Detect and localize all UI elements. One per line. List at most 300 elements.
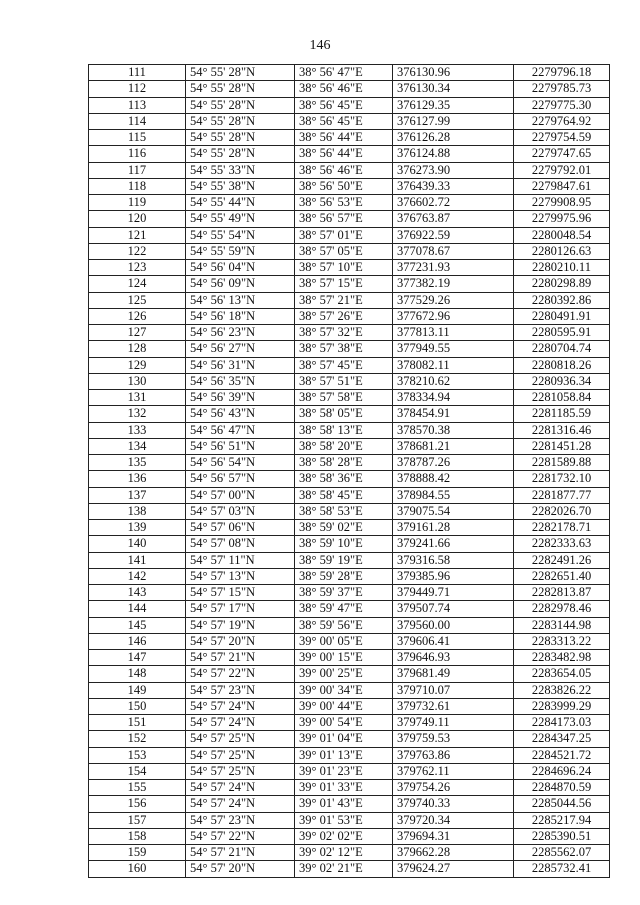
table-row — [89, 520, 610, 536]
longitude-cell: 38° 59' 10"E — [295, 536, 393, 552]
x-coordinate-cell: 377231.93 — [393, 260, 514, 276]
point-number-cell: 143 — [89, 585, 186, 601]
y-coordinate-cell: 2280126.63 — [514, 243, 610, 259]
point-number-cell: 159 — [89, 845, 186, 861]
x-coordinate-cell: 378984.55 — [393, 487, 514, 503]
point-number-cell: 151 — [89, 715, 186, 731]
point-number-cell: 131 — [89, 390, 186, 406]
table-row — [89, 162, 610, 178]
latitude-cell: 54° 55' 33"N — [186, 162, 295, 178]
table-row — [89, 698, 610, 714]
y-coordinate-cell: 2279792.01 — [514, 162, 610, 178]
longitude-cell: 39° 01' 33"E — [295, 780, 393, 796]
y-coordinate-cell: 2280491.91 — [514, 308, 610, 324]
longitude-cell: 38° 58' 13"E — [295, 422, 393, 438]
y-coordinate-cell: 2279908.95 — [514, 195, 610, 211]
x-coordinate-cell: 376602.72 — [393, 195, 514, 211]
y-coordinate-cell: 2281451.28 — [514, 438, 610, 454]
x-coordinate-cell: 379161.28 — [393, 520, 514, 536]
table-row — [89, 243, 610, 259]
point-number-cell: 160 — [89, 861, 186, 877]
x-coordinate-cell: 378334.94 — [393, 390, 514, 406]
latitude-cell: 54° 57' 11"N — [186, 552, 295, 568]
x-coordinate-cell: 376126.28 — [393, 130, 514, 146]
y-coordinate-cell: 2281185.59 — [514, 406, 610, 422]
table-row — [89, 373, 610, 389]
latitude-cell: 54° 57' 17"N — [186, 601, 295, 617]
y-coordinate-cell: 2279847.61 — [514, 178, 610, 194]
point-number-cell: 116 — [89, 146, 186, 162]
point-number-cell: 135 — [89, 455, 186, 471]
latitude-cell: 54° 56' 18"N — [186, 308, 295, 324]
table-row — [89, 406, 610, 422]
latitude-cell: 54° 57' 23"N — [186, 682, 295, 698]
latitude-cell: 54° 55' 28"N — [186, 97, 295, 113]
longitude-cell: 39° 00' 15"E — [295, 650, 393, 666]
x-coordinate-cell: 378210.62 — [393, 373, 514, 389]
latitude-cell: 54° 55' 44"N — [186, 195, 295, 211]
table-row — [89, 195, 610, 211]
point-number-cell: 128 — [89, 341, 186, 357]
coordinates-table — [88, 64, 610, 878]
x-coordinate-cell: 376763.87 — [393, 211, 514, 227]
latitude-cell: 54° 57' 03"N — [186, 503, 295, 519]
y-coordinate-cell: 2281732.10 — [514, 471, 610, 487]
longitude-cell: 39° 01' 53"E — [295, 812, 393, 828]
table-row — [89, 780, 610, 796]
longitude-cell: 38° 58' 53"E — [295, 503, 393, 519]
y-coordinate-cell: 2280704.74 — [514, 341, 610, 357]
point-number-cell: 127 — [89, 325, 186, 341]
longitude-cell: 38° 57' 26"E — [295, 308, 393, 324]
point-number-cell: 154 — [89, 763, 186, 779]
longitude-cell: 39° 00' 05"E — [295, 633, 393, 649]
longitude-cell: 38° 59' 19"E — [295, 552, 393, 568]
latitude-cell: 54° 55' 54"N — [186, 227, 295, 243]
x-coordinate-cell: 377529.26 — [393, 292, 514, 308]
longitude-cell: 38° 56' 57"E — [295, 211, 393, 227]
point-number-cell: 122 — [89, 243, 186, 259]
point-number-cell: 149 — [89, 682, 186, 698]
x-coordinate-cell: 379740.33 — [393, 796, 514, 812]
x-coordinate-cell: 379385.96 — [393, 568, 514, 584]
latitude-cell: 54° 56' 43"N — [186, 406, 295, 422]
longitude-cell: 39° 00' 25"E — [295, 666, 393, 682]
x-coordinate-cell: 379662.28 — [393, 845, 514, 861]
longitude-cell: 38° 56' 53"E — [295, 195, 393, 211]
point-number-cell: 134 — [89, 438, 186, 454]
x-coordinate-cell: 379449.71 — [393, 585, 514, 601]
point-number-cell: 123 — [89, 260, 186, 276]
latitude-cell: 54° 57' 24"N — [186, 796, 295, 812]
longitude-cell: 38° 59' 28"E — [295, 568, 393, 584]
longitude-cell: 38° 56' 44"E — [295, 146, 393, 162]
latitude-cell: 54° 57' 19"N — [186, 617, 295, 633]
y-coordinate-cell: 2282026.70 — [514, 503, 610, 519]
y-coordinate-cell: 2282333.63 — [514, 536, 610, 552]
latitude-cell: 54° 55' 49"N — [186, 211, 295, 227]
x-coordinate-cell: 379694.31 — [393, 828, 514, 844]
x-coordinate-cell: 379624.27 — [393, 861, 514, 877]
x-coordinate-cell: 378570.38 — [393, 422, 514, 438]
table-row — [89, 308, 610, 324]
table-row — [89, 227, 610, 243]
point-number-cell: 152 — [89, 731, 186, 747]
x-coordinate-cell: 376130.96 — [393, 65, 514, 81]
point-number-cell: 136 — [89, 471, 186, 487]
x-coordinate-cell: 376130.34 — [393, 81, 514, 97]
x-coordinate-cell: 379754.26 — [393, 780, 514, 796]
longitude-cell: 38° 57' 01"E — [295, 227, 393, 243]
latitude-cell: 54° 56' 51"N — [186, 438, 295, 454]
table-row — [89, 178, 610, 194]
longitude-cell: 39° 00' 34"E — [295, 682, 393, 698]
y-coordinate-cell: 2283999.29 — [514, 698, 610, 714]
x-coordinate-cell: 376439.33 — [393, 178, 514, 194]
longitude-cell: 38° 59' 02"E — [295, 520, 393, 536]
table-row — [89, 666, 610, 682]
y-coordinate-cell: 2282978.46 — [514, 601, 610, 617]
table-row — [89, 357, 610, 373]
y-coordinate-cell: 2279764.92 — [514, 113, 610, 129]
x-coordinate-cell: 379710.07 — [393, 682, 514, 698]
table-row — [89, 845, 610, 861]
y-coordinate-cell: 2280595.91 — [514, 325, 610, 341]
table-row — [89, 552, 610, 568]
x-coordinate-cell: 379720.34 — [393, 812, 514, 828]
longitude-cell: 38° 57' 58"E — [295, 390, 393, 406]
x-coordinate-cell: 379681.49 — [393, 666, 514, 682]
table-row — [89, 276, 610, 292]
x-coordinate-cell: 376124.88 — [393, 146, 514, 162]
latitude-cell: 54° 57' 22"N — [186, 828, 295, 844]
point-number-cell: 150 — [89, 698, 186, 714]
y-coordinate-cell: 2285217.94 — [514, 812, 610, 828]
x-coordinate-cell: 378888.42 — [393, 471, 514, 487]
x-coordinate-cell: 377813.11 — [393, 325, 514, 341]
point-number-cell: 118 — [89, 178, 186, 194]
longitude-cell: 38° 56' 50"E — [295, 178, 393, 194]
y-coordinate-cell: 2279796.18 — [514, 65, 610, 81]
point-number-cell: 139 — [89, 520, 186, 536]
x-coordinate-cell: 379759.53 — [393, 731, 514, 747]
latitude-cell: 54° 56' 54"N — [186, 455, 295, 471]
latitude-cell: 54° 57' 06"N — [186, 520, 295, 536]
x-coordinate-cell: 378681.21 — [393, 438, 514, 454]
x-coordinate-cell: 379507.74 — [393, 601, 514, 617]
table-row — [89, 325, 610, 341]
table-row — [89, 260, 610, 276]
x-coordinate-cell: 379606.41 — [393, 633, 514, 649]
latitude-cell: 54° 56' 27"N — [186, 341, 295, 357]
longitude-cell: 39° 01' 04"E — [295, 731, 393, 747]
table-row — [89, 81, 610, 97]
table-row — [89, 455, 610, 471]
longitude-cell: 39° 02' 12"E — [295, 845, 393, 861]
y-coordinate-cell: 2279754.59 — [514, 130, 610, 146]
longitude-cell: 38° 56' 45"E — [295, 97, 393, 113]
longitude-cell: 38° 58' 45"E — [295, 487, 393, 503]
latitude-cell: 54° 57' 21"N — [186, 650, 295, 666]
y-coordinate-cell: 2281316.46 — [514, 422, 610, 438]
table-row — [89, 715, 610, 731]
longitude-cell: 38° 57' 21"E — [295, 292, 393, 308]
longitude-cell: 38° 58' 20"E — [295, 438, 393, 454]
page-number: 146 — [309, 38, 331, 53]
y-coordinate-cell: 2282813.87 — [514, 585, 610, 601]
point-number-cell: 113 — [89, 97, 186, 113]
longitude-cell: 38° 57' 51"E — [295, 373, 393, 389]
table-row — [89, 601, 610, 617]
point-number-cell: 156 — [89, 796, 186, 812]
longitude-cell: 39° 01' 23"E — [295, 763, 393, 779]
latitude-cell: 54° 57' 08"N — [186, 536, 295, 552]
longitude-cell: 38° 58' 36"E — [295, 471, 393, 487]
y-coordinate-cell: 2280818.26 — [514, 357, 610, 373]
x-coordinate-cell: 377382.19 — [393, 276, 514, 292]
point-number-cell: 144 — [89, 601, 186, 617]
longitude-cell: 39° 00' 54"E — [295, 715, 393, 731]
point-number-cell: 138 — [89, 503, 186, 519]
longitude-cell: 38° 57' 32"E — [295, 325, 393, 341]
longitude-cell: 38° 57' 38"E — [295, 341, 393, 357]
point-number-cell: 145 — [89, 617, 186, 633]
point-number-cell: 120 — [89, 211, 186, 227]
x-coordinate-cell: 379241.66 — [393, 536, 514, 552]
point-number-cell: 121 — [89, 227, 186, 243]
point-number-cell: 126 — [89, 308, 186, 324]
table-row — [89, 292, 610, 308]
point-number-cell: 125 — [89, 292, 186, 308]
point-number-cell: 153 — [89, 747, 186, 763]
table-row — [89, 682, 610, 698]
longitude-cell: 38° 56' 45"E — [295, 113, 393, 129]
y-coordinate-cell: 2280048.54 — [514, 227, 610, 243]
point-number-cell: 114 — [89, 113, 186, 129]
longitude-cell: 38° 57' 15"E — [295, 276, 393, 292]
table-row — [89, 796, 610, 812]
y-coordinate-cell: 2280392.86 — [514, 292, 610, 308]
longitude-cell: 39° 00' 44"E — [295, 698, 393, 714]
table-row — [89, 422, 610, 438]
longitude-cell: 38° 57' 05"E — [295, 243, 393, 259]
y-coordinate-cell: 2279775.30 — [514, 97, 610, 113]
table-row — [89, 617, 610, 633]
latitude-cell: 54° 57' 24"N — [186, 698, 295, 714]
x-coordinate-cell: 378787.26 — [393, 455, 514, 471]
y-coordinate-cell: 2285562.07 — [514, 845, 610, 861]
x-coordinate-cell: 379732.61 — [393, 698, 514, 714]
x-coordinate-cell: 379316.58 — [393, 552, 514, 568]
x-coordinate-cell: 376273.90 — [393, 162, 514, 178]
y-coordinate-cell: 2280210.11 — [514, 260, 610, 276]
y-coordinate-cell: 2283826.22 — [514, 682, 610, 698]
longitude-cell: 38° 56' 46"E — [295, 81, 393, 97]
y-coordinate-cell: 2282651.40 — [514, 568, 610, 584]
longitude-cell: 39° 02' 21"E — [295, 861, 393, 877]
longitude-cell: 38° 56' 46"E — [295, 162, 393, 178]
point-number-cell: 130 — [89, 373, 186, 389]
y-coordinate-cell: 2284521.72 — [514, 747, 610, 763]
table-row — [89, 585, 610, 601]
latitude-cell: 54° 57' 15"N — [186, 585, 295, 601]
table-row — [89, 633, 610, 649]
y-coordinate-cell: 2284696.24 — [514, 763, 610, 779]
y-coordinate-cell: 2281058.84 — [514, 390, 610, 406]
table-row — [89, 828, 610, 844]
table-row — [89, 130, 610, 146]
y-coordinate-cell: 2281877.77 — [514, 487, 610, 503]
latitude-cell: 54° 56' 47"N — [186, 422, 295, 438]
latitude-cell: 54° 56' 23"N — [186, 325, 295, 341]
latitude-cell: 54° 57' 22"N — [186, 666, 295, 682]
y-coordinate-cell: 2281589.88 — [514, 455, 610, 471]
latitude-cell: 54° 57' 20"N — [186, 861, 295, 877]
table-row — [89, 812, 610, 828]
table-row — [89, 731, 610, 747]
latitude-cell: 54° 57' 23"N — [186, 812, 295, 828]
latitude-cell: 54° 55' 28"N — [186, 65, 295, 81]
x-coordinate-cell: 379560.00 — [393, 617, 514, 633]
latitude-cell: 54° 56' 13"N — [186, 292, 295, 308]
table-row — [89, 113, 610, 129]
y-coordinate-cell: 2279747.65 — [514, 146, 610, 162]
x-coordinate-cell: 377949.55 — [393, 341, 514, 357]
latitude-cell: 54° 55' 28"N — [186, 130, 295, 146]
y-coordinate-cell: 2284173.03 — [514, 715, 610, 731]
latitude-cell: 54° 57' 24"N — [186, 780, 295, 796]
table-row — [89, 763, 610, 779]
longitude-cell: 38° 57' 10"E — [295, 260, 393, 276]
longitude-cell: 38° 59' 37"E — [295, 585, 393, 601]
latitude-cell: 54° 56' 35"N — [186, 373, 295, 389]
y-coordinate-cell: 2282178.71 — [514, 520, 610, 536]
table-row — [89, 747, 610, 763]
point-number-cell: 142 — [89, 568, 186, 584]
table-row — [89, 568, 610, 584]
longitude-cell: 39° 01' 43"E — [295, 796, 393, 812]
table-row — [89, 503, 610, 519]
point-number-cell: 155 — [89, 780, 186, 796]
y-coordinate-cell: 2283654.05 — [514, 666, 610, 682]
table-row — [89, 390, 610, 406]
latitude-cell: 54° 55' 38"N — [186, 178, 295, 194]
point-number-cell: 137 — [89, 487, 186, 503]
longitude-cell: 39° 01' 13"E — [295, 747, 393, 763]
latitude-cell: 54° 57' 25"N — [186, 731, 295, 747]
point-number-cell: 146 — [89, 633, 186, 649]
y-coordinate-cell: 2285732.41 — [514, 861, 610, 877]
latitude-cell: 54° 55' 28"N — [186, 81, 295, 97]
x-coordinate-cell: 379646.93 — [393, 650, 514, 666]
x-coordinate-cell: 378454.91 — [393, 406, 514, 422]
y-coordinate-cell: 2279785.73 — [514, 81, 610, 97]
point-number-cell: 117 — [89, 162, 186, 178]
y-coordinate-cell: 2283482.98 — [514, 650, 610, 666]
y-coordinate-cell: 2284347.25 — [514, 731, 610, 747]
point-number-cell: 111 — [89, 65, 186, 81]
latitude-cell: 54° 57' 21"N — [186, 845, 295, 861]
table-row — [89, 536, 610, 552]
latitude-cell: 54° 56' 39"N — [186, 390, 295, 406]
coordinates-table-body — [89, 65, 610, 878]
point-number-cell: 133 — [89, 422, 186, 438]
longitude-cell: 38° 56' 44"E — [295, 130, 393, 146]
latitude-cell: 54° 57' 00"N — [186, 487, 295, 503]
latitude-cell: 54° 56' 57"N — [186, 471, 295, 487]
latitude-cell: 54° 57' 20"N — [186, 633, 295, 649]
table-row — [89, 146, 610, 162]
latitude-cell: 54° 56' 09"N — [186, 276, 295, 292]
x-coordinate-cell: 379749.11 — [393, 715, 514, 731]
point-number-cell: 147 — [89, 650, 186, 666]
point-number-cell: 157 — [89, 812, 186, 828]
point-number-cell: 132 — [89, 406, 186, 422]
table-row — [89, 65, 610, 81]
latitude-cell: 54° 57' 25"N — [186, 747, 295, 763]
x-coordinate-cell: 379762.11 — [393, 763, 514, 779]
point-number-cell: 129 — [89, 357, 186, 373]
x-coordinate-cell: 376127.99 — [393, 113, 514, 129]
latitude-cell: 54° 56' 04"N — [186, 260, 295, 276]
table-row — [89, 471, 610, 487]
y-coordinate-cell: 2280936.34 — [514, 373, 610, 389]
x-coordinate-cell: 377672.96 — [393, 308, 514, 324]
table-row — [89, 211, 610, 227]
latitude-cell: 54° 55' 28"N — [186, 146, 295, 162]
table-row — [89, 341, 610, 357]
latitude-cell: 54° 57' 24"N — [186, 715, 295, 731]
y-coordinate-cell: 2285044.56 — [514, 796, 610, 812]
x-coordinate-cell: 376129.35 — [393, 97, 514, 113]
point-number-cell: 115 — [89, 130, 186, 146]
point-number-cell: 112 — [89, 81, 186, 97]
longitude-cell: 38° 56' 47"E — [295, 65, 393, 81]
point-number-cell: 148 — [89, 666, 186, 682]
longitude-cell: 39° 02' 02"E — [295, 828, 393, 844]
point-number-cell: 124 — [89, 276, 186, 292]
longitude-cell: 38° 59' 56"E — [295, 617, 393, 633]
longitude-cell: 38° 58' 28"E — [295, 455, 393, 471]
y-coordinate-cell: 2279975.96 — [514, 211, 610, 227]
point-number-cell: 119 — [89, 195, 186, 211]
latitude-cell: 54° 57' 13"N — [186, 568, 295, 584]
x-coordinate-cell: 378082.11 — [393, 357, 514, 373]
point-number-cell: 158 — [89, 828, 186, 844]
x-coordinate-cell: 379075.54 — [393, 503, 514, 519]
point-number-cell: 141 — [89, 552, 186, 568]
y-coordinate-cell: 2282491.26 — [514, 552, 610, 568]
y-coordinate-cell: 2280298.89 — [514, 276, 610, 292]
y-coordinate-cell: 2284870.59 — [514, 780, 610, 796]
latitude-cell: 54° 57' 25"N — [186, 763, 295, 779]
y-coordinate-cell: 2283313.22 — [514, 633, 610, 649]
longitude-cell: 38° 59' 47"E — [295, 601, 393, 617]
table-row — [89, 650, 610, 666]
longitude-cell: 38° 57' 45"E — [295, 357, 393, 373]
point-number-cell: 140 — [89, 536, 186, 552]
latitude-cell: 54° 56' 31"N — [186, 357, 295, 373]
x-coordinate-cell: 377078.67 — [393, 243, 514, 259]
table-row — [89, 438, 610, 454]
table-row — [89, 861, 610, 877]
y-coordinate-cell: 2285390.51 — [514, 828, 610, 844]
latitude-cell: 54° 55' 28"N — [186, 113, 295, 129]
x-coordinate-cell: 379763.86 — [393, 747, 514, 763]
latitude-cell: 54° 55' 59"N — [186, 243, 295, 259]
longitude-cell: 38° 58' 05"E — [295, 406, 393, 422]
y-coordinate-cell: 2283144.98 — [514, 617, 610, 633]
